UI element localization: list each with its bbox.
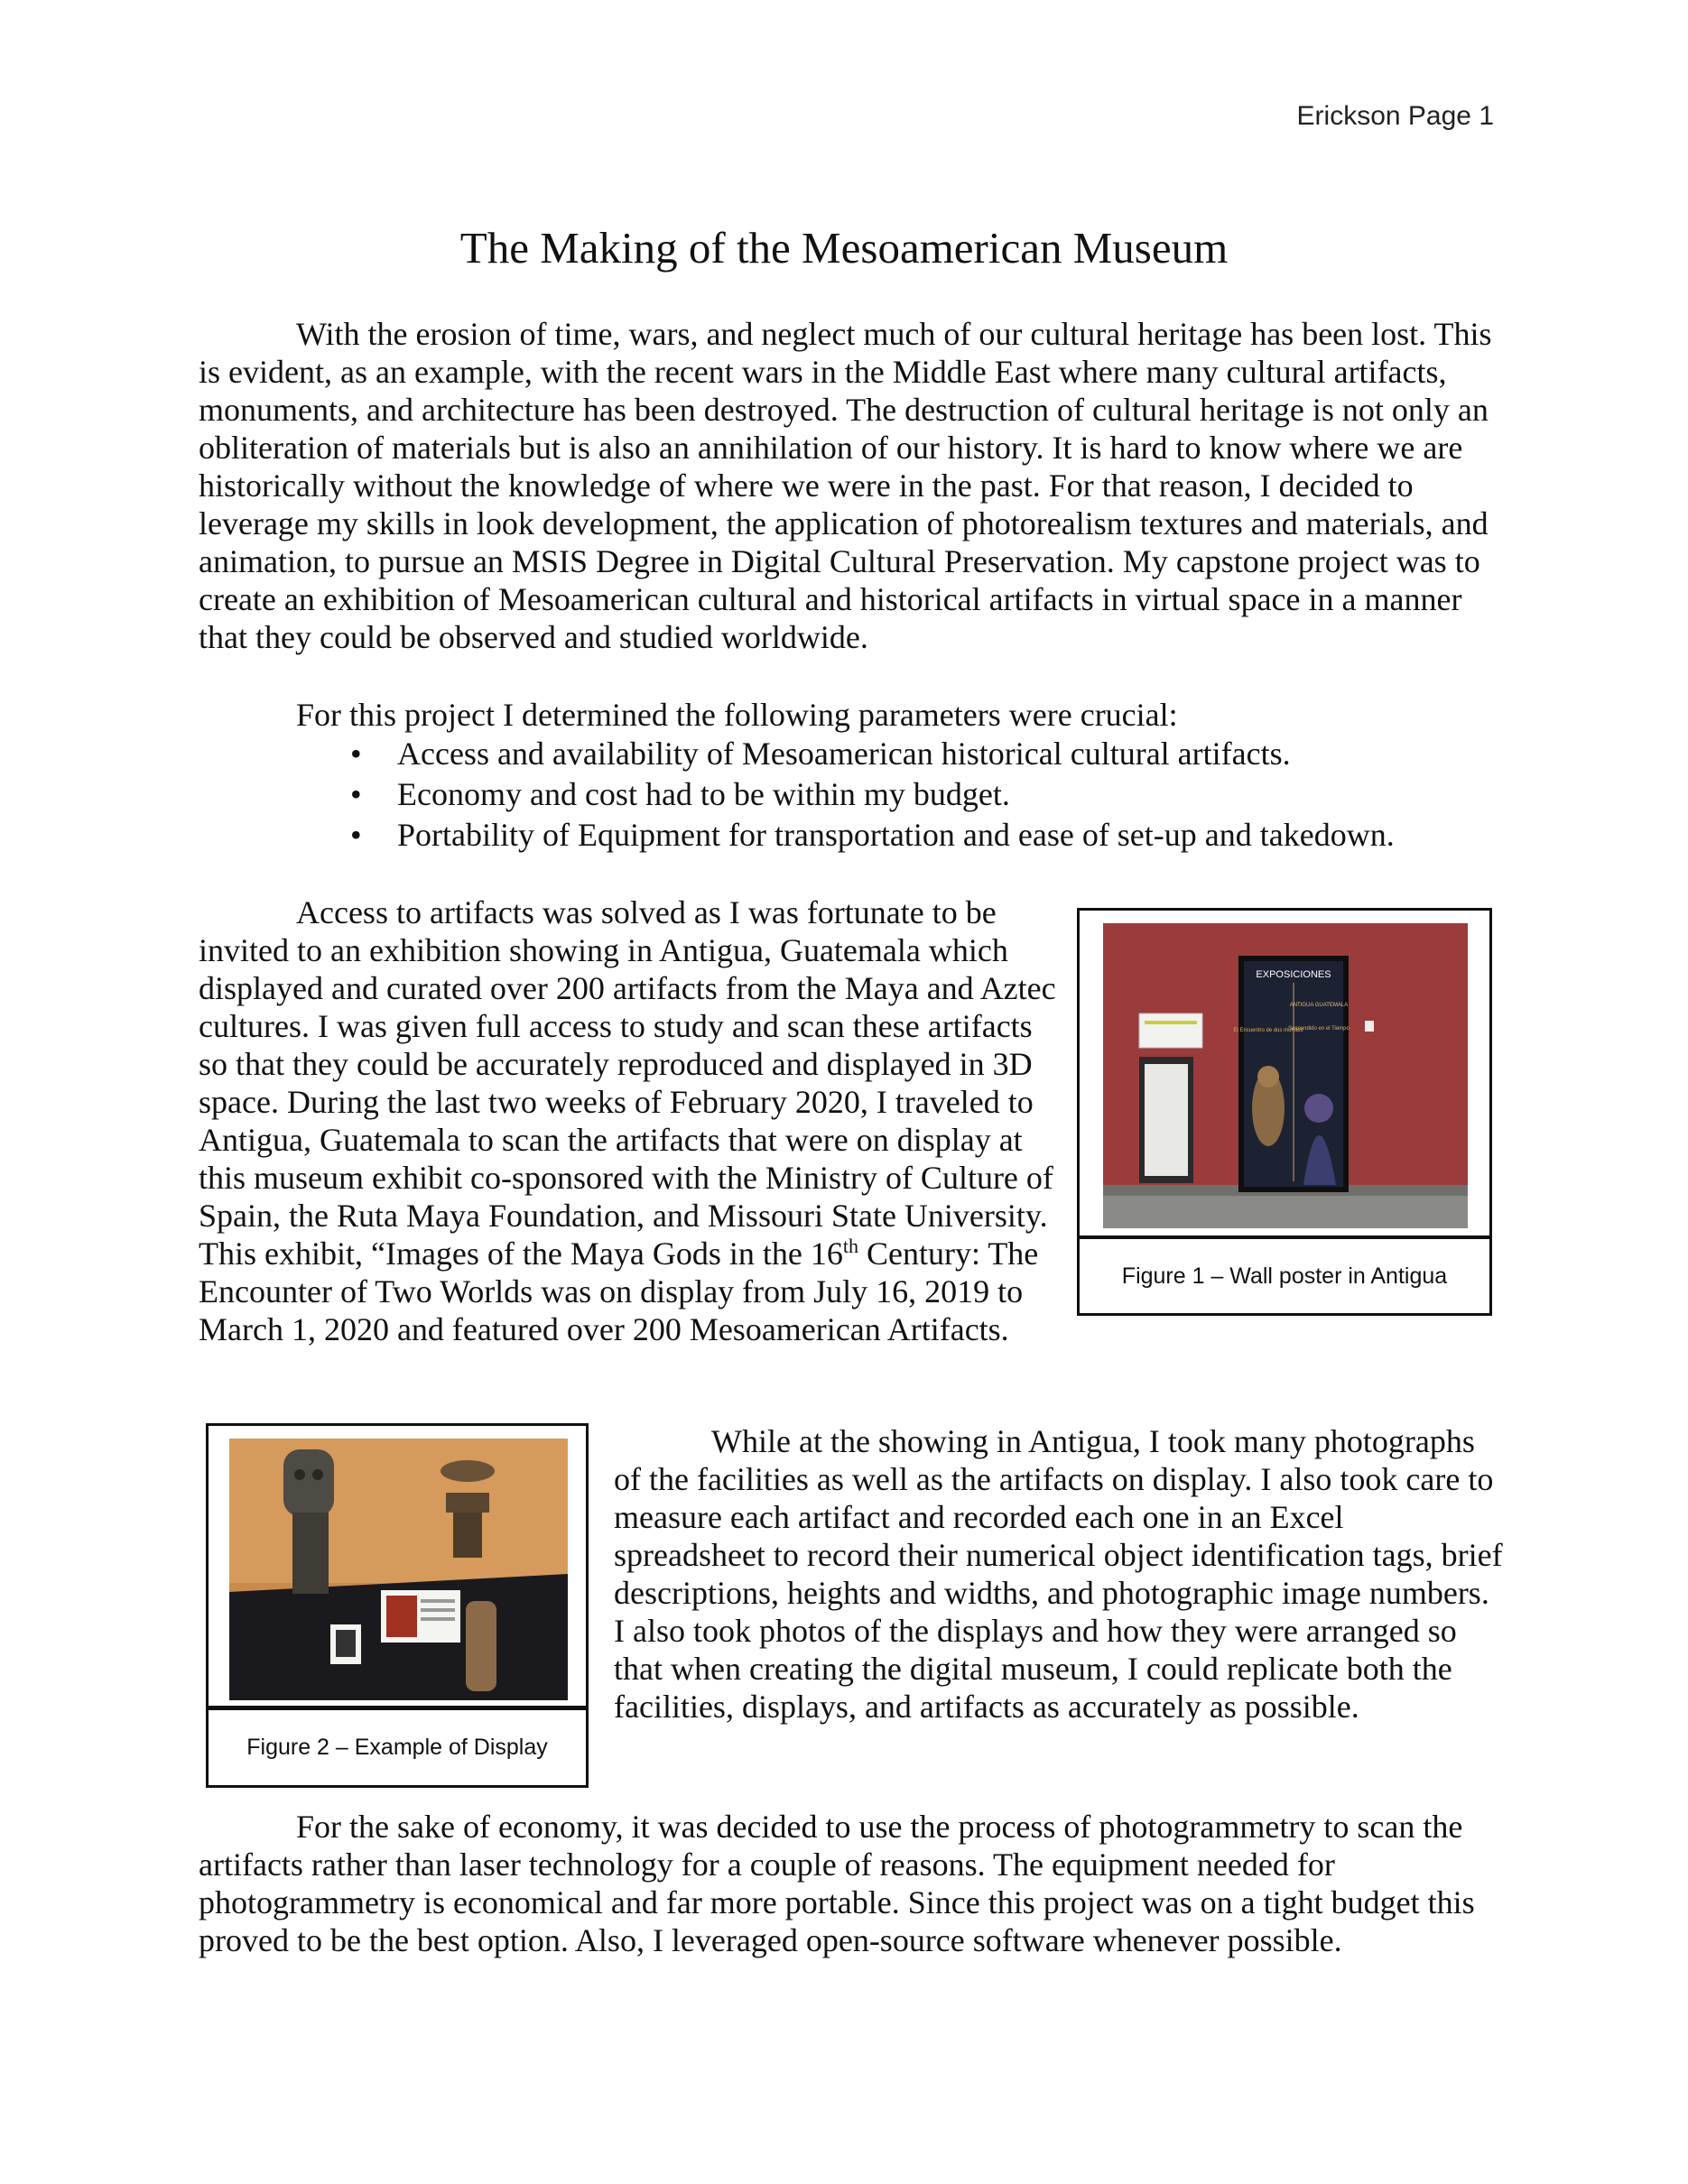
paragraph-economy <box>199 1808 1498 1959</box>
paragraph-intro <box>199 315 1498 656</box>
paragraph-access-text: Access to artifacts was solved as I was fortunate to be invited to an exhibition showing in Antigua, Guatemala which displayed and curated over 200 artifacts from the Maya and Aztec cultures. I was given full access to study and scan these artifacts so that they could be accurately reproduced and displayed in 3D space. During the last two weeks of February 2020, I traveled to Antigua, Guatemala to scan the artifacts that were on display at this museum exhibit co-sponsored with the Ministry of Culture of Spain, the Ruta Maya Foundation, and Missouri State University. This exhibit, “Images of the Maya Gods in the 16 <box>199 894 1056 1272</box>
list-item-text: Portability of Equipment for transportation and ease of set-up and takedown. <box>397 817 1395 853</box>
poster-heading: EXPOSICIONES <box>1256 969 1331 980</box>
list-item <box>343 815 1395 856</box>
parameter-list <box>343 734 1395 856</box>
superscript: th <box>842 1235 858 1257</box>
paragraph-intro-text: With the erosion of time, wars, and neglect much of our cultural heritage has been lost. This is evident, as an example, with the recent wars in the Middle East where many cultural artifacts, monuments, and architecture has been destroyed. The destruction of cultural heritage is not only an obliteration of materials but is also an annihilation of our history. It is hard to know where we are historically without the knowledge of where we were in the past. For that reason, I decided to leverage my skills in look development, the application of photorealism textures and materials, and animation, to pursue an MSIS Degree in Digital Cultural Preservation. My capstone project was to create an exhibition of Mesoamerican cultural and historical artifacts in virtual space in a manner that they could be observed and studied worldwide. <box>199 316 1492 655</box>
paragraph-parameters-text: For this project I determined the following parameters were crucial: <box>296 697 1178 733</box>
paragraph-access-text-cont: Century: The Encounter of Two Worlds was on display from July 16, 2019 to March 1, 2020 and featured over 200 Mesoamerican Artifacts. <box>199 1235 1039 1347</box>
figure-2-frame <box>206 1423 589 1708</box>
list-item <box>343 734 1395 774</box>
figure-1-caption: Figure 1 – Wall poster in Antigua <box>1077 1236 1492 1316</box>
wall-poster-photo <box>1103 923 1468 1228</box>
statue-head <box>283 1449 334 1516</box>
bullet-icon: • <box>350 776 362 812</box>
paragraph-showing-text: While at the showing in Antigua, I took many photographs of the facilities as well as the artifacts on display. I also took care to measure each artifact and recorded each one in an Excel spreadsheet to record their numerical object identification tags, brief descriptions, heights and widths, and photographic image numbers. I also took photos of the displays and how they were arranged so that when creating the digital museum, I could replicate both the facilities, displays, and artifacts as accurately as possible. <box>614 1423 1503 1725</box>
bullet-icon: • <box>350 817 362 853</box>
figure-2-caption: Figure 2 – Example of Display <box>206 1707 589 1788</box>
display-photo <box>229 1439 568 1700</box>
paragraph-access <box>199 893 1065 1348</box>
document-title: The Making of the Mesoamerican Museum <box>459 223 1229 273</box>
paragraph-showing <box>614 1422 1503 1726</box>
poster-right-label: Suspendido en el Tiempo <box>1288 1026 1349 1032</box>
poster-left-label: El Encuentro de dos mundos <box>1233 1028 1303 1033</box>
figure-1-frame <box>1077 908 1492 1238</box>
bullet-icon: • <box>350 736 362 772</box>
paragraph-economy-text: For the sake of economy, it was decided to use the process of photogrammetry to scan the artifacts rather than laser technology for a couple of reasons. The equipment needed for photogrammetry is economical and far more portable. Since this project was on a tight budget this proved to be the best option. Also, I leveraged open-source software whenever possible. <box>199 1809 1475 1958</box>
poster-right-heading: ANTIGUA GUATEMALA <box>1289 1003 1349 1008</box>
page-header: Erickson Page 1 <box>1296 101 1494 131</box>
list-item <box>343 774 1395 815</box>
wooden-figure <box>466 1601 496 1691</box>
list-item-text: Access and availability of Mesoamerican historical cultural artifacts. <box>397 736 1291 772</box>
paragraph-parameters <box>199 696 1498 734</box>
list-item-text: Economy and cost had to be within my budget. <box>397 776 1010 812</box>
